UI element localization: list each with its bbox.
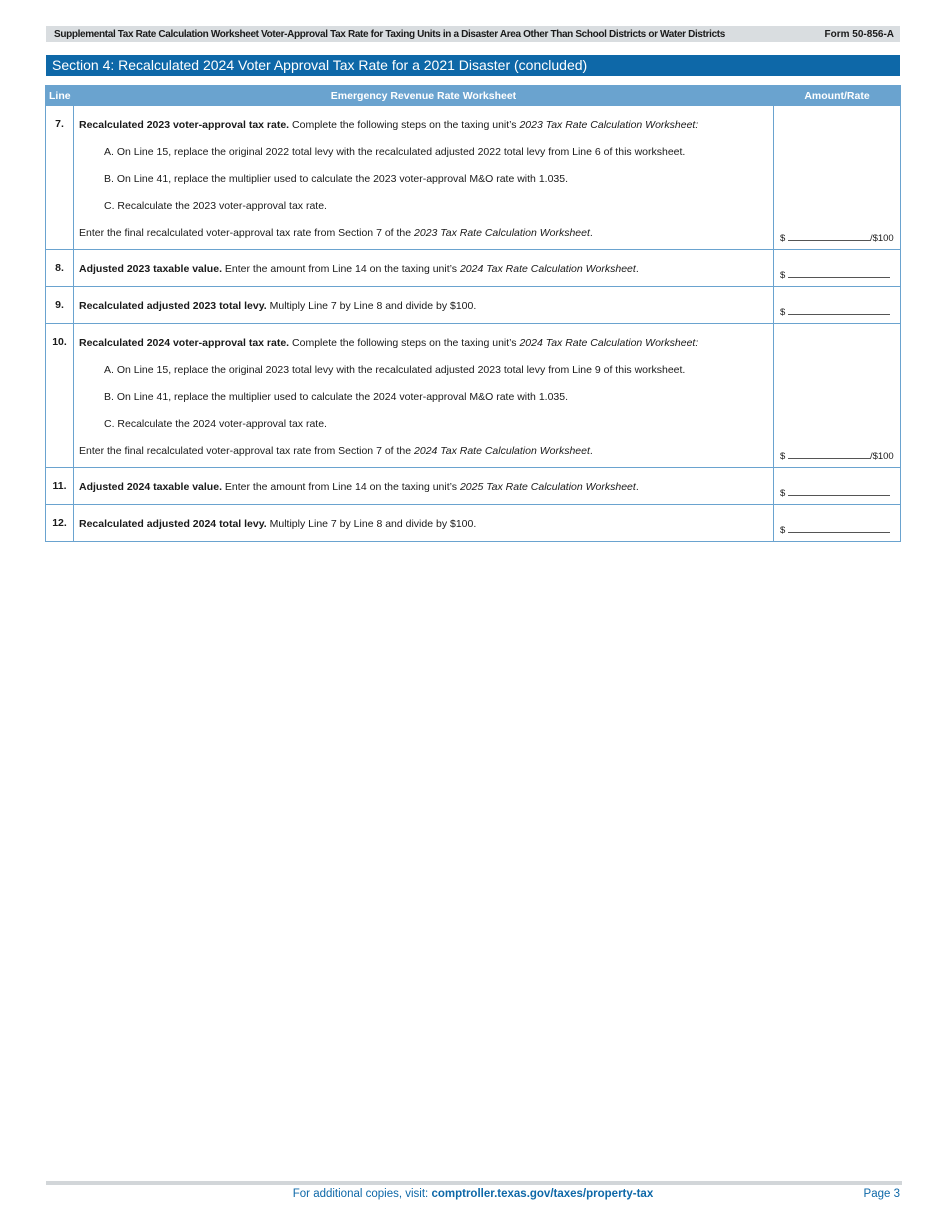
- line-heading: Recalculated adjusted 2024 total levy.: [79, 518, 267, 530]
- table-row: [46, 287, 901, 324]
- footer-copies-link[interactable]: comptroller.texas.gov/taxes/property-tax: [431, 1188, 654, 1200]
- table-row: [46, 505, 901, 542]
- line-description: [74, 106, 774, 250]
- column-header-worksheet: Emergency Revenue Rate Worksheet: [74, 86, 774, 106]
- line-description: Adjusted 2024 taxable value. Enter the amount from Line 14 on the taxing unit’s 2025 Tax Rate Calculation Worksheet.: [74, 468, 774, 505]
- step-item: C. Recalculate the 2023 voter-approval tax rate.: [104, 200, 327, 212]
- step-item: C. Recalculate the 2024 voter-approval tax rate.: [104, 418, 327, 430]
- column-header-line: Line: [46, 86, 74, 106]
- page-number: Page 3: [863, 1188, 900, 1200]
- line-number: 8.: [46, 250, 74, 287]
- step-item: A. On Line 15, replace the original 2022 total levy with the recalculated adjusted 2022 total levy from Line 6 of this worksheet.: [104, 146, 686, 158]
- amount-field[interactable]: $: [774, 468, 901, 505]
- line-number: 10.: [46, 324, 74, 468]
- page-footer: [46, 1188, 900, 1202]
- table-row: [46, 250, 901, 287]
- line-heading: Recalculated 2024 voter-approval tax rate.: [79, 337, 290, 349]
- step-item: B. On Line 41, replace the multiplier used to calculate the 2024 voter-approval M&O rate with 1.035.: [104, 391, 569, 403]
- table-row: [46, 324, 901, 468]
- line-number: 12.: [46, 505, 74, 542]
- form-header: [46, 26, 900, 42]
- form-title: Supplemental Tax Rate Calculation Worksheet Voter-Approval Tax Rate for Taxing Units in a Disaster Area Other Than School Districts or Water Districts: [54, 28, 725, 40]
- footer-copies-text: For additional copies, visit:: [292, 1188, 432, 1200]
- line-description: Recalculated adjusted 2024 total levy. Multiply Line 7 by Line 8 and divide by $100.: [74, 505, 774, 542]
- line-text: Complete the following steps on the taxing unit’s: [289, 119, 520, 131]
- line-reference: 2023 Tax Rate Calculation Worksheet:: [519, 119, 699, 131]
- line-description: Recalculated adjusted 2023 total levy. Multiply Line 7 by Line 8 and divide by $100.: [74, 287, 774, 324]
- column-header-amount: Amount/Rate: [774, 86, 901, 106]
- amount-field[interactable]: $: [774, 250, 901, 287]
- line-heading: Recalculated adjusted 2023 total levy.: [79, 300, 267, 312]
- line-number: 11.: [46, 468, 74, 505]
- line-number: 7.: [46, 106, 74, 250]
- step-item: A. On Line 15, replace the original 2023 total levy with the recalculated adjusted 2023 total levy from Line 9 of this worksheet.: [104, 364, 686, 376]
- table-row: [46, 468, 901, 505]
- line-heading: Adjusted 2023 taxable value.: [79, 263, 222, 275]
- rate-field[interactable]: $ /$100: [774, 324, 901, 468]
- section-title: Section 4: Recalculated 2024 Voter Approval Tax Rate for a 2021 Disaster (concluded): [46, 55, 900, 76]
- amount-field[interactable]: $: [774, 505, 901, 542]
- line-description: Recalculated 2024 voter-approval tax rate. Complete the following steps on the taxing unit’s 2024 Tax Rate Calculation Worksheet: A. On Line 15, replace the original 2023 total levy with the recalculated adjusted 2023 total levy from Line 9 of this worksheet. B. On Line 41, replace the multiplier used to calculate the 2024 voter-approval M&O rate with 1.035. C. Recalculate the 2024 voter-approval tax rate. Enter the final recalculated voter-approval tax rate from Section 7 of the 2024 Tax Rate Calculation Worksheet.: [74, 324, 774, 468]
- rate-field[interactable]: $ /$100: [774, 106, 901, 250]
- final-instruction: Enter the final recalculated voter-approval tax rate from Section 7 of the 2024 Tax Rate Calculation Worksheet.: [79, 445, 593, 457]
- step-item: B. On Line 41, replace the multiplier used to calculate the 2023 voter-approval M&O rate with 1.035.: [104, 173, 569, 185]
- final-instruction: Enter the final recalculated voter-approval tax rate from Section 7 of the 2023 Tax Rate Calculation Worksheet.: [79, 227, 593, 239]
- footer-divider: [46, 1181, 902, 1185]
- table-header-row: [46, 86, 901, 106]
- amount-field[interactable]: $: [774, 287, 901, 324]
- table-row: [46, 106, 901, 250]
- form-number: Form 50-856-A: [824, 28, 894, 40]
- line-number: 9.: [46, 287, 74, 324]
- line-heading: Adjusted 2024 taxable value.: [79, 481, 222, 493]
- line-description: Adjusted 2023 taxable value. Enter the amount from Line 14 on the taxing unit’s 2024 Tax Rate Calculation Worksheet.: [74, 250, 774, 287]
- line-heading: Recalculated 2023 voter-approval tax rate.: [79, 119, 290, 131]
- worksheet-table: [45, 85, 901, 542]
